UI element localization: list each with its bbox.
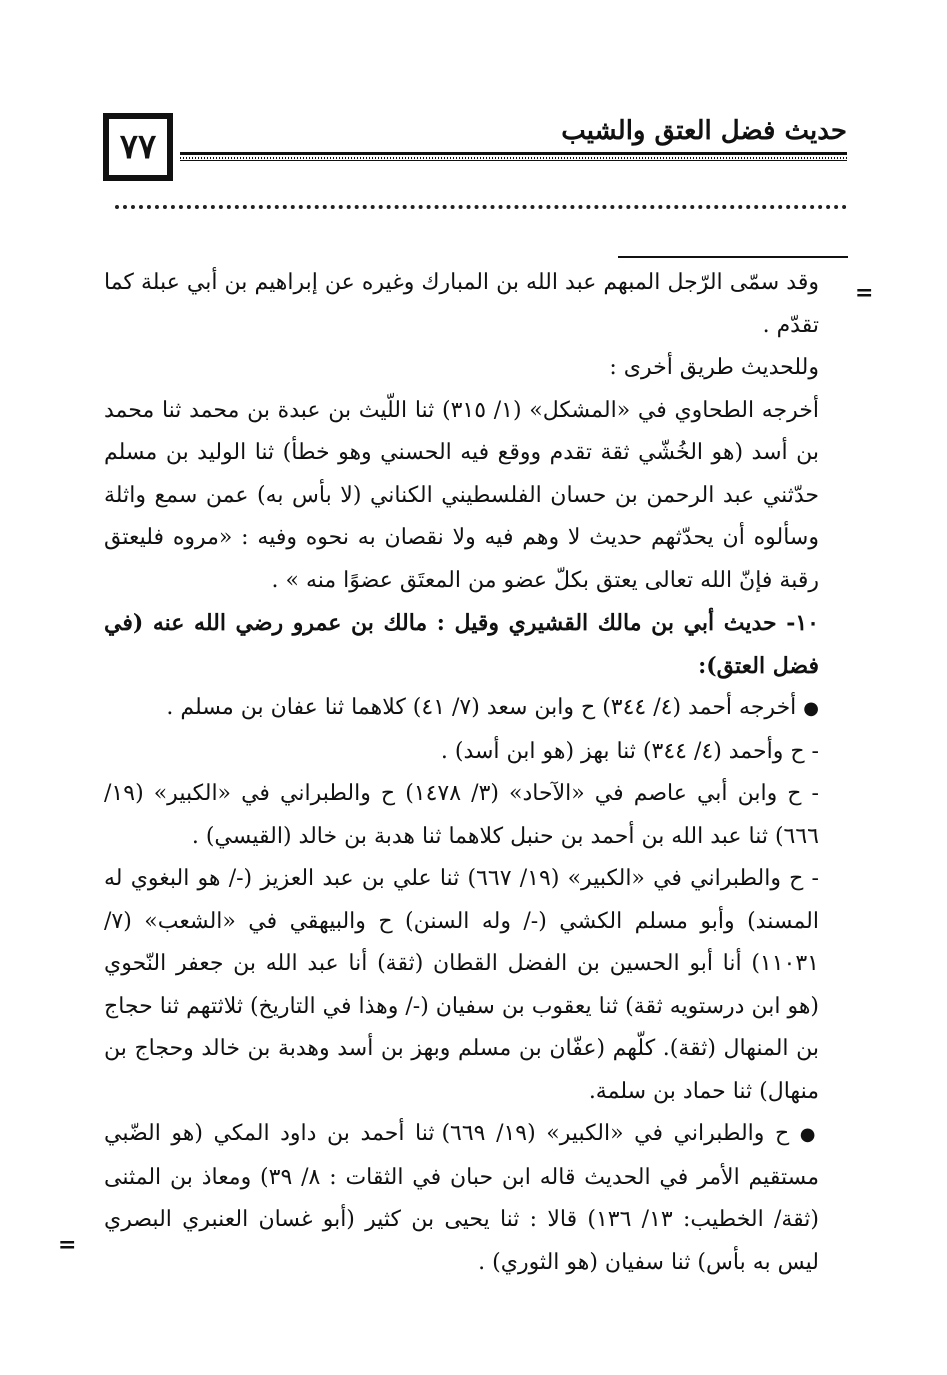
dotted-separator — [115, 205, 847, 209]
paragraph — [104, 773, 819, 858]
section-heading-text: ١٠- حديث أبي بن مالك القشيري وقيل : مالك بن عمرو رضي الله عنه (في فضل العتق): — [104, 610, 819, 679]
paragraph — [104, 858, 819, 1113]
header-rule — [180, 152, 847, 161]
page-number-text: ٧٧ — [119, 127, 157, 167]
paragraph-text: ح والطبراني في «الكبير» (١٩/ ٦٦٩) ثنا أحمد بن داود المكي (هو الضّبي مستقيم الأمر في الحديث قاله ابن حبان في الثقات : ٨/ ٣٩) ومعاذ بن المثنى (ثقة/ الخطيب: ١٣/ ١٣٦) قالا : ثنا يحيى بن كثير (أبو غسان العنبري البصري ليس به بأس) ثنا سفيان (هو الثوري) . — [104, 1121, 820, 1275]
bullet-icon: ● — [803, 698, 819, 719]
paragraph-text: أخرجه الطحاوي في «المشكل» (١/ ٣١٥) ثنا اللّيث بن عبدة بن محمد ثنا محمد بن أسد (هو الخُشّي ثقة تقدم ووقع فيه الحسني وهو خطأ) ثنا الوليد بن مسلم حدّثني عبد الرحمن بن حسان الفلسطيني الكناني (لا بأس به) عمن سمع واثلة وسألوه أن يحدّثهم حديث لا وهم فيه ولا نقصان به نحوه وفيه : «مروه فليعتق رقبة فإنّ الله تعالى يعتق بكلّ عضو من المعتَق عضوًا منه » . — [104, 397, 820, 593]
paragraph-text: - ح وأحمد (٤/ ٣٤٤) ثنا بهز (هو ابن أسد) . — [440, 738, 819, 764]
section-heading — [104, 602, 819, 687]
footnote-rule — [618, 256, 848, 258]
body-text — [104, 262, 819, 1284]
margin-mark-bottom: = — [58, 1232, 77, 1258]
margin-mark-top: = — [855, 280, 874, 306]
paragraph — [104, 347, 819, 390]
paragraph-text: - ح والطبراني في «الكبير» (١٩/ ٦٦٧) ثنا علي بن عبد العزيز (-/ هو البغوي له المسند) وأبو مسلم الكشي (-/ وله السنن) ح والبيهقي في «الشعب» (٧/ ١١٠٣١) أنا أبو الحسين بن الفضل القطان (ثقة) أنا عبد الله بن جعفر النّحوي (هو ابن درستويه ثقة) ثنا يعقوب بن سفيان (-/ وهذا في التاريخ) ثلاثتهم ثنا حجاج بن المنهال (ثقة). كلّهم (عفّان بن مسلم وبهز بن أسد وهدبة بن خالد وحجاج بن منهال) ثنا حماد بن سلمة. — [104, 866, 819, 1104]
paragraph — [104, 262, 819, 347]
paragraph-text: وقد سمّى الرّجل المبهم عبد الله بن المبارك وغيره عن إبراهيم بن أبي عبلة كما تقدّم . — [104, 270, 819, 338]
paragraph — [104, 1113, 819, 1284]
page-number — [103, 113, 173, 181]
bullet-icon: ● — [799, 1124, 820, 1145]
paragraph-text: - ح وابن أبي عاصم في «الآحاد» (٣/ ١٤٧٨) ح والطبراني في «الكبير» (١٩/ ٦٦٦) ثنا عبد الله بن أحمد بن حنبل كلاهما ثنا هدبة بن خالد (القيسي) . — [104, 781, 819, 849]
paragraph — [104, 687, 819, 731]
running-title: حديث فضل العتق والشيب — [561, 116, 847, 146]
paragraph-text: وللحديث طريق أخرى : — [609, 355, 819, 380]
paragraph — [104, 731, 819, 774]
paragraph-text: أخرجه أحمد (٤/ ٣٤٤) ح وابن سعد (٧/ ٤١) كلاهما ثنا عفان بن مسلم . — [166, 695, 797, 720]
paragraph — [104, 390, 819, 603]
